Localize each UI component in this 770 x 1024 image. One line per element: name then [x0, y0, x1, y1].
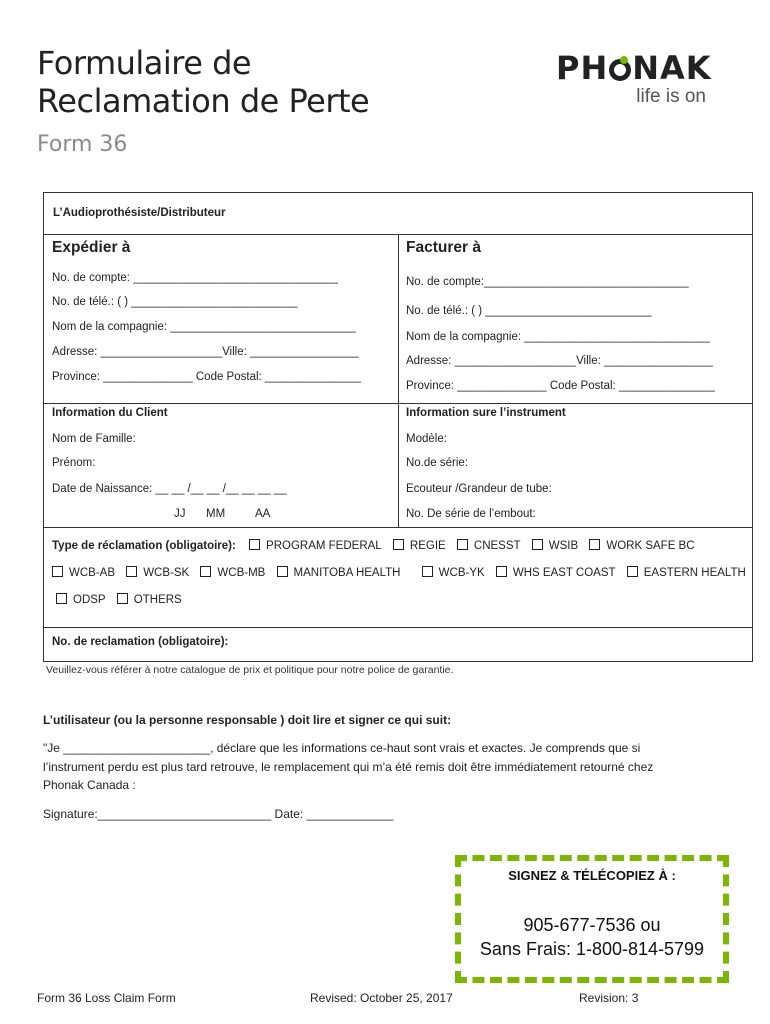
instrument-serial-field[interactable]: No.de série:: [406, 457, 469, 469]
checkbox-icon[interactable]: [126, 566, 137, 577]
checkbox-icon[interactable]: [627, 566, 638, 577]
client-dob-field[interactable]: Date de Naissance: __ __ /__ __ /__ __ __ __: [52, 483, 287, 495]
checkbox-icon[interactable]: [200, 566, 211, 577]
logo-o-dot-icon: [609, 59, 631, 81]
warranty-note: Veuillez-vous référer à notre catalogue de prix et politique pour notre police de garantie.: [46, 664, 454, 676]
instrument-info-heading: Information sure l’instrument: [406, 407, 566, 419]
claim-type-label: Type de réclamation (obligatoire):: [52, 540, 236, 552]
ship-to-heading: Expédier à: [52, 239, 131, 256]
claim-option-wsib[interactable]: WSIB: [532, 540, 578, 552]
checkbox-icon[interactable]: [56, 593, 67, 604]
claim-option-wcb-sk[interactable]: WCB-SK: [126, 567, 189, 579]
fax-box-title: SIGNEZ & TÉLÉCOPIEZ À :: [508, 868, 676, 883]
footer-revision: Revision: 3: [579, 991, 639, 1005]
claim-type-row-3: [56, 593, 190, 606]
bill-company-field[interactable]: Nom de la compagnie: _____________________________: [406, 331, 710, 343]
toll-free-number: Sans Frais: 1-800-814-5799: [479, 939, 705, 959]
checkbox-icon[interactable]: [589, 539, 600, 550]
claim-option-odsp[interactable]: ODSP: [56, 594, 106, 606]
title-line-2: Reclamation de Perte: [37, 82, 370, 120]
declaration-line-3: Phonak Canada :: [43, 778, 136, 792]
bill-to-heading: Facturer à: [406, 239, 481, 256]
footer-form-name: Form 36 Loss Claim Form: [37, 991, 176, 1005]
bill-province-field[interactable]: Province: ______________ Code Postal: _______________: [406, 380, 715, 392]
client-info-heading: Information du Client: [52, 407, 168, 419]
fax-number: 905-677-7536 ou: [523, 915, 661, 935]
claim-type-row-2: [52, 566, 754, 579]
client-first-name-field[interactable]: Prénom:: [52, 457, 96, 469]
form-number: Form 36: [37, 132, 128, 157]
claim-form-table: [43, 192, 753, 662]
phonak-logo: PH NAK life is on: [556, 52, 716, 116]
checkbox-icon[interactable]: [117, 593, 128, 604]
claim-option-eastern-health[interactable]: EASTERN HEALTH: [627, 567, 746, 579]
bill-phone-field[interactable]: No. de télé.: ( ) __________________________: [406, 305, 652, 317]
bill-account-field[interactable]: No. de compte:________________________________: [406, 276, 689, 288]
claim-option-wcb-mb[interactable]: WCB-MB: [200, 567, 265, 579]
checkbox-icon[interactable]: [277, 566, 288, 577]
ship-province-field[interactable]: Province: ______________ Code Postal: _______________: [52, 371, 361, 383]
checkbox-icon[interactable]: [496, 566, 507, 577]
signature-date-field[interactable]: Signature:__________________________ Date: _____________: [43, 807, 394, 821]
checkbox-icon[interactable]: [422, 566, 433, 577]
declaration-heading: L’utilisateur (ou la personne responsable ) doit lire et signer ce qui suit:: [43, 713, 452, 727]
dealer-label: L’Audioprothésiste/Distributeur: [53, 207, 226, 219]
dob-format-yy: AA: [255, 508, 271, 520]
declaration-line-2: l’instrument perdu est plus tard retrouve, le remplacement qui m’a été remis doit être immédiatement retourné chez: [43, 760, 654, 774]
checkbox-icon[interactable]: [393, 539, 404, 550]
ship-address-field[interactable]: Adresse: ___________________Ville: _________________: [52, 346, 359, 358]
client-last-name-field[interactable]: Nom de Famille:: [52, 433, 136, 445]
dob-format-dd: JJ: [174, 508, 186, 520]
claim-option-program-federal[interactable]: PROGRAM FEDERAL: [249, 540, 382, 552]
claim-type-row-1: [52, 539, 703, 552]
claim-option-manitoba-health[interactable]: MANITOBA HEALTH: [277, 567, 401, 579]
dob-format-mm: MM: [206, 508, 226, 520]
ship-phone-field[interactable]: No. de télé.: ( ) __________________________: [52, 296, 298, 308]
claim-option-work-safe-bc[interactable]: WORK SAFE BC: [589, 540, 694, 552]
logo-tagline: life is on: [636, 86, 706, 107]
claim-option-wcb-yk[interactable]: WCB-YK: [422, 567, 485, 579]
title-line-1: Formulaire de: [37, 44, 252, 82]
checkbox-icon[interactable]: [52, 566, 63, 577]
footer-revised-date: Revised: October 25, 2017: [310, 991, 453, 1005]
instrument-model-field[interactable]: Modèle:: [406, 433, 447, 445]
instrument-receiver-field[interactable]: Ecouteur /Grandeur de tube:: [406, 483, 552, 495]
claim-option-others[interactable]: OTHERS: [117, 594, 182, 606]
form-title: [37, 44, 369, 120]
claim-option-wcb-ab[interactable]: WCB-AB: [52, 567, 115, 579]
ship-company-field[interactable]: Nom de la compagnie: _____________________________: [52, 321, 356, 333]
claim-option-cnesst[interactable]: CNESST: [457, 540, 521, 552]
checkbox-icon[interactable]: [249, 539, 260, 550]
claim-number-field[interactable]: No. de reclamation (obligatoire):: [52, 636, 229, 648]
ship-account-field[interactable]: No. de compte: ________________________________: [52, 272, 338, 284]
bill-address-field[interactable]: Adresse: ___________________Ville: _________________: [406, 355, 713, 367]
claim-option-whs-east-coast[interactable]: WHS EAST COAST: [496, 567, 616, 579]
claim-option-regie[interactable]: REGIE: [393, 540, 446, 552]
earmold-serial-field[interactable]: No. De série de l’embout:: [406, 508, 536, 520]
checkbox-icon[interactable]: [457, 539, 468, 550]
declaration-line-1: "Je ______________________, déclare que les informations ce-haut sont vrais et exactes. Je comprends que si: [43, 741, 641, 755]
fax-box: [455, 855, 729, 983]
fax-box-numbers: [461, 913, 723, 961]
checkbox-icon[interactable]: [532, 539, 543, 550]
